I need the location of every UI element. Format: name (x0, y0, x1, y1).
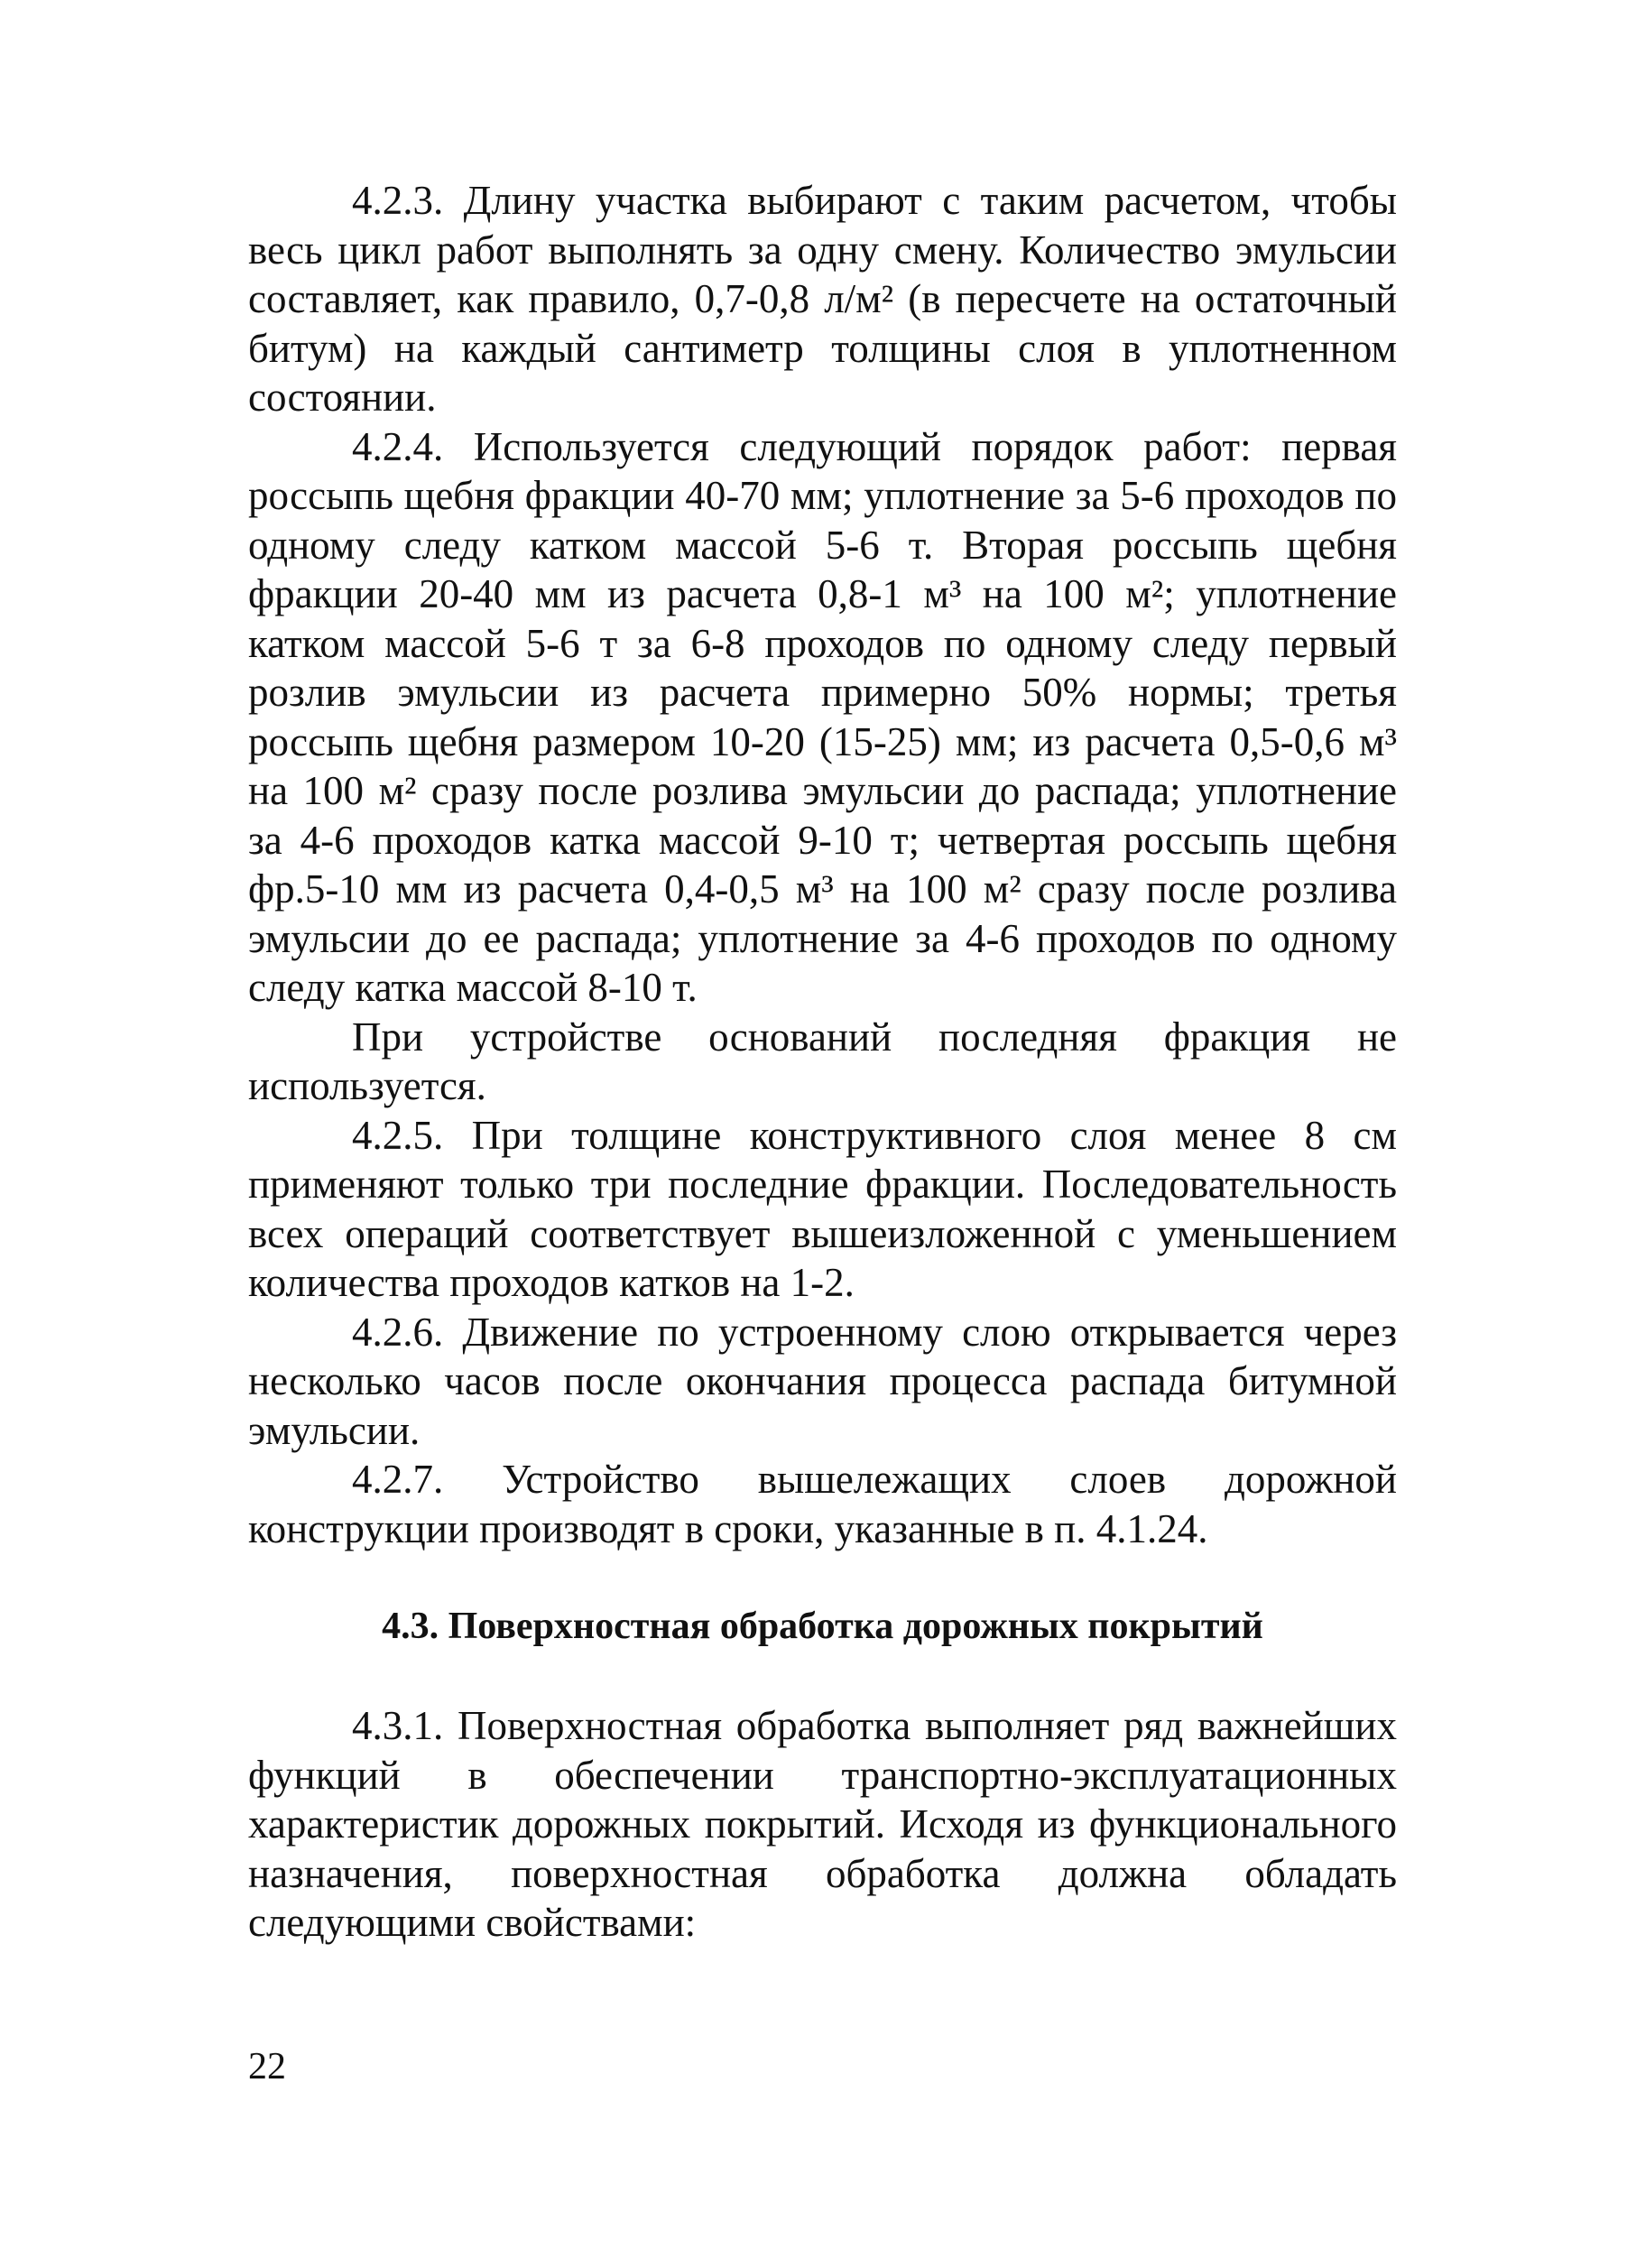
paragraph-4-3-1: 4.3.1. Поверхностная обработка выполняет ряд важнейших функций в обеспечении транспортно-эксплуатационных характеристик дорожных покрытий. Исходя из функционального назначения, поверхностная обработка должна обладать следующими свойствами: (248, 1703, 1397, 1945)
paragraph-4-2-6: 4.2.6. Движение по устроенному слою открывается через несколько часов после окончания процесса распада битумной эмульсии. (248, 1309, 1397, 1453)
paragraph-4-2-5: 4.2.5. При толщине конструктивного слоя менее 8 см применяют только три последние фракции. Последовательность всех операций соответствует вышеизложенной с уменьшением количества проходов катков на 1-2. (248, 1112, 1397, 1305)
section-heading-4-3: 4.3. Поверхностная обработка дорожных покрытий (382, 1606, 1263, 1647)
page-body (248, 176, 1397, 1948)
paragraph-note: При устройстве оснований последняя фракция не используется. (248, 1014, 1397, 1108)
paragraph-4-2-4: 4.2.4. Используется следующий порядок работ: первая россыпь щебня фракции 40-70 мм; уплотнение за 5-6 проходов по одному следу катком массой 5-6 т. Вторая россыпь щебня фракции 20-40 мм из расчета 0,8-1 м³ на 100 м²; уплотнение катком массой 5-6 т за 6-8 проходов по одному следу первый розлив эмульсии из расчета примерно 50% нормы; третья россыпь щебня размером 10-20 (15-25) мм; из расчета 0,5-0,6 м³ на 100 м² сразу после розлива эмульсии до распада; уплотнение за 4-6 проходов катка массой 9-10 т; четвертая россыпь щебня фр.5-10 мм из расчета 0,4-0,5 м³ на 100 м² сразу после розлива эмульсии до ее распада; уплотнение за 4-6 проходов по одному следу катка массой 8-10 т. (248, 423, 1397, 1010)
paragraph-4-2-7: 4.2.7. Устройство вышележащих слоев дорожной конструкции производят в сроки, указанные в п. 4.1.24. (248, 1457, 1397, 1551)
page-number: 22 (248, 2046, 286, 2087)
paragraph-4-2-3: 4.2.3. Длину участка выбирают с таким расчетом, чтобы весь цикл работ выполнять за одну смену. Количество эмульсии составляет, как правило, 0,7-0,8 л/м² (в пересчете на остаточный битум) на каждый сантиметр толщины слоя в уплотненном состоянии. (248, 178, 1397, 420)
